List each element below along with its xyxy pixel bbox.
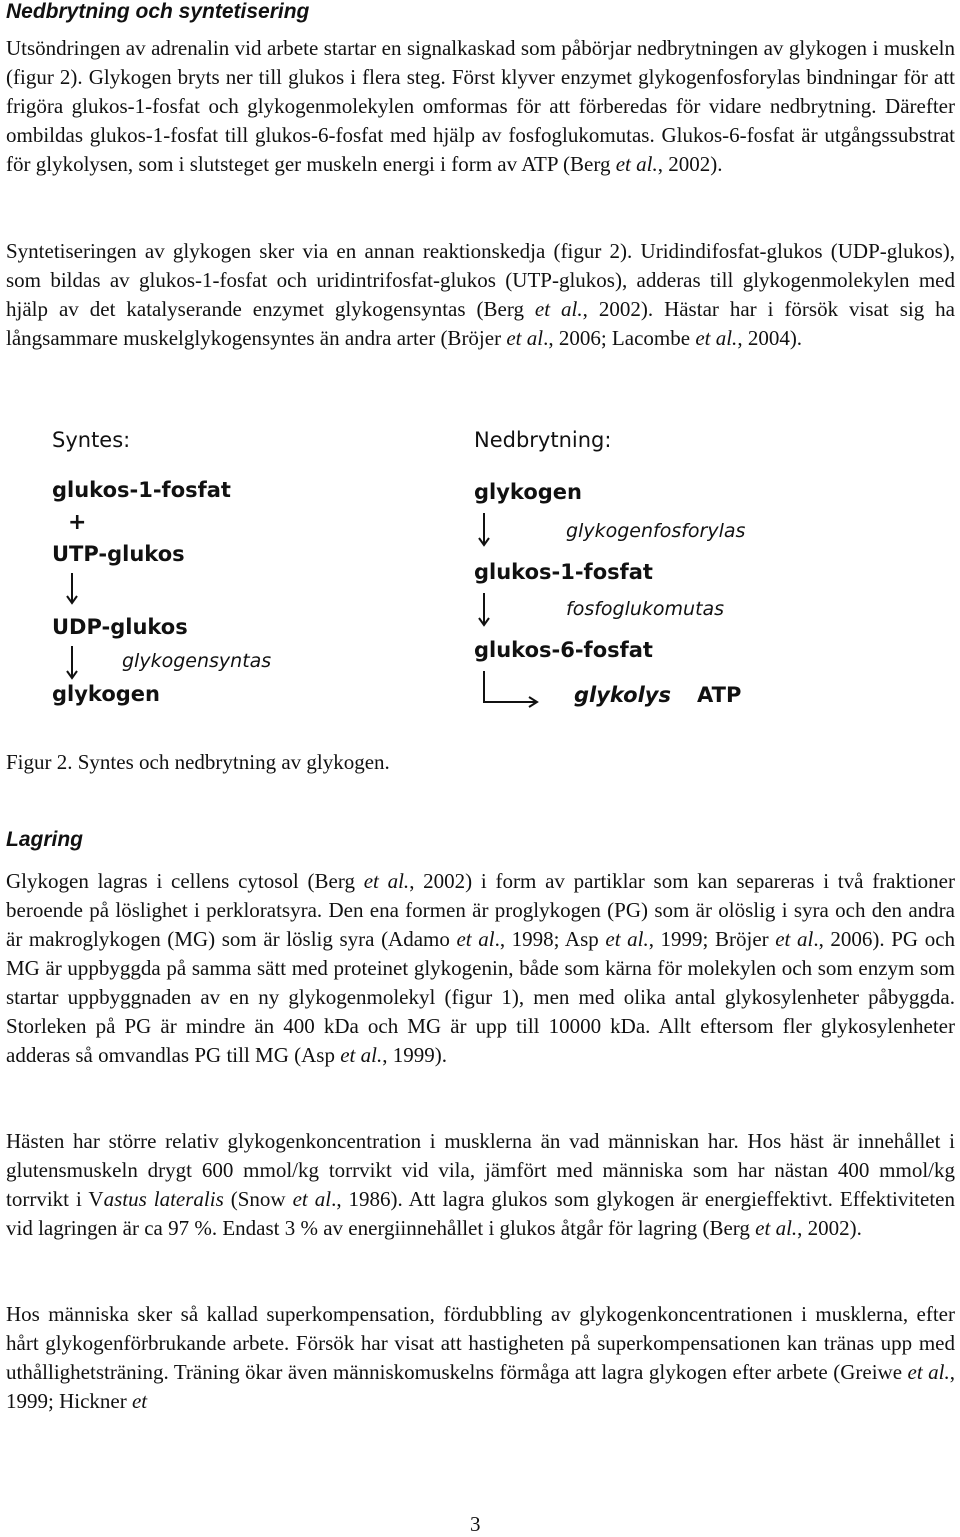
figure-synthesis-product-glykogen: glykogen	[52, 682, 160, 706]
figure-plus-sign: +	[68, 510, 87, 535]
figure-enzyme-glykogenfosforylas: glykogenfosforylas	[566, 520, 746, 542]
figure-synthesis-step-udp-glukos: UDP-glukos	[52, 615, 188, 639]
down-arrow-icon	[476, 512, 492, 548]
section-heading-breakdown: Nedbrytning och syntetisering	[6, 0, 310, 23]
down-arrow-icon	[64, 572, 80, 606]
paragraph-supercompensation: Hos människa sker så kallad superkompensation, fördubbling av glykogenkoncentrationen i musklerna, efter hårt glykogenförbrukande arbete. Försök har visat att hastigheten på superkompensationen kan tränas upp med uthållighetsträning. Träning ökar även människomuskelns förmåga att lagra glykogen efter arbete (Greiwe et al., 1999; Hickner et	[6, 1302, 955, 1413]
figure-synthesis-step-glukos-1-fosfat: glukos-1-fosfat	[52, 478, 231, 502]
paragraph-synthesis: Syntetiseringen av glykogen sker via en annan reaktionskedja (figur 2). Uridindifosfat-glukos (UDP-glukos), som bildas av glukos-1-fosfat och uridintrifosfat-glukos (UTP-glukos), adderas till glykogenmolekylen med hjälp av det katalyserande enzymet glykogensyntas (Berg et al., 2002). Hästar har i försök visat sig ha långsammare muskelglykogensyntes än andra arter (Bröjer et al., 2006; Lacombe et al., 2004).	[6, 239, 955, 350]
figure-enzyme-glykogensyntas: glykogensyntas	[122, 650, 272, 672]
paragraph-storage-horse: Hästen har större relativ glykogenkoncentration i musklerna än vad människan har. Hos häst är innehållet i glutensmuskeln drygt 600 mmol/kg torrvikt vid vila, jämfört med människa som har nästan 400 mmol/kg torrvikt i Vastus lateralis (Snow et al., 1986). Att lagra glukos som glykogen är energieffektivt. Effektiviteten vid lagringen är ca 97 %. Endast 3 % av energiinnehållet i glukos åtgår för lagring (Berg et al., 2002).	[6, 1129, 955, 1240]
down-arrow-icon	[64, 645, 80, 681]
down-arrow-icon	[476, 592, 492, 628]
figure-breakdown-step-glukos-6-fosfat: glukos-6-fosfat	[474, 638, 653, 662]
figure-breakdown-title: Nedbrytning:	[474, 428, 612, 452]
figure-breakdown-step-glukos-1-fosfat: glukos-1-fosfat	[474, 560, 653, 584]
figure-enzyme-fosfoglukomutas: fosfoglukomutas	[566, 598, 725, 620]
section-heading-storage: Lagring	[6, 828, 83, 851]
corner-arrow-icon	[478, 670, 548, 710]
figure-synthesis-step-utp-glukos: UTP-glukos	[52, 542, 185, 566]
figure-breakdown-step-glykogen: glykogen	[474, 480, 582, 504]
figure-glycolysis-label: glykolys	[574, 683, 671, 707]
paragraph-breakdown: Utsöndringen av adrenalin vid arbete startar en signalkaskad som påbörjar nedbrytningen av glykogen i muskeln (figur 2). Glykogen bryts ner till glukos i flera steg. Först klyver enzymet glykogenfosforylas bindningar för att frigöra glukos-1-fosfat och glykogenmolekylen omformas för att förberedas för vidare nedbrytning. Därefter ombildas glukos-1-fosfat till glukos-6-fosfat med hjälp av fosfoglukomutas. Glukos-6-fosfat är utgångssubstrat för glykolysen, som i slutsteget ger muskeln energi i form av ATP (Berg et al., 2002).	[6, 36, 955, 176]
page-number: 3	[470, 1512, 481, 1536]
figure-atp-label: ATP	[697, 683, 742, 707]
figure-caption: Figur 2. Syntes och nedbrytning av glykogen.	[6, 750, 390, 774]
figure-synthesis-title: Syntes:	[52, 428, 131, 452]
paragraph-storage-fractions: Glykogen lagras i cellens cytosol (Berg et al., 2002) i form av partiklar som kan separeras i två fraktioner beroende på löslighet i perkloratsyra. Den ena formen är proglykogen (PG) som är olöslig i syra och den andra är makroglykogen (MG) som är löslig syra (Adamo et al., 1998; Asp et al., 1999; Bröjer et al., 2006). PG och MG är uppbyggda på samma sätt med proteinet glykogenin, både som kärna för molekylen och som enzym som startar uppbyggnaden av en ny glykogenmolekyl (figur 1), men med olika antal glykosylenheter påbyggda. Storleken på PG är mindre än 400 kDa och MG är upp till 10000 kDa. Allt eftersom fler glykosylenheter adderas så omvandlas PG till MG (Asp et al., 1999).	[6, 869, 956, 1067]
